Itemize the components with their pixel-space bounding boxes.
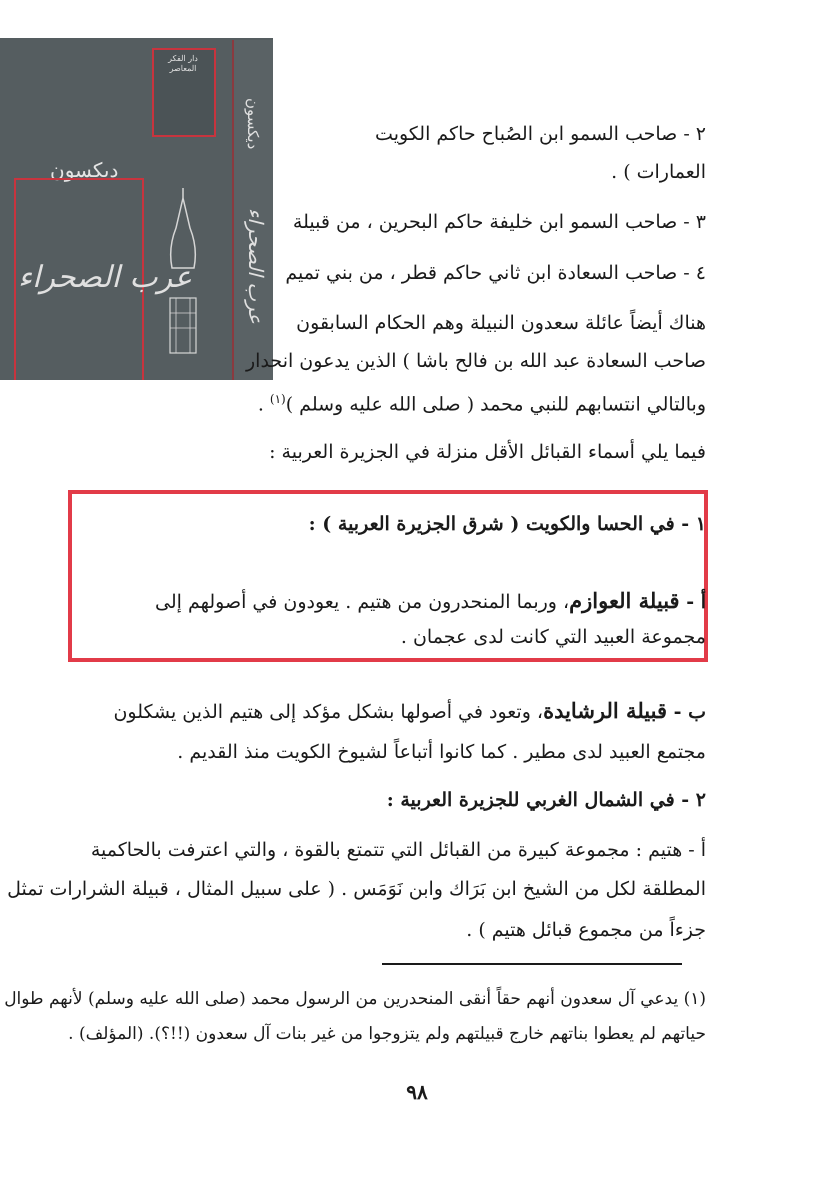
footnote-line-1: (١) يدعي آل سعدون أنهم حقاً أنقى المنحدرين من الرسول محمد (صلى الله عليه وسلم) لأنهم طوال — [4, 989, 706, 1009]
spine-author: ديكسون — [244, 98, 262, 150]
section-2-heading: ٢ - في الشمال الغربي للجزيرة العربية : — [386, 789, 706, 811]
body-line-7-text: وبالتالي انتسابهم للنبي محمد ( صلى الله عليه وسلم ) — [285, 393, 706, 416]
tribe-b-name: قبيلة الرشايدة — [543, 698, 667, 723]
body-line-4: ٤ - صاحب السعادة ابن ثاني حاكم قطر ، من بني تميم — [285, 262, 706, 284]
coffee-pot-icon — [158, 188, 208, 368]
footnote-ref: (١) — [269, 392, 286, 406]
page-number: ٩٨ — [406, 1080, 428, 1104]
body-line-7 — [258, 393, 706, 414]
section-1-heading: ١ - في الحسا والكويت ( شرق الجزيرة العربية ) : — [308, 513, 706, 535]
tribe-a-text: ، وربما المنحدرون من هتيم . يعودون في أصولهم إلى — [155, 591, 570, 613]
footnote-divider — [382, 963, 682, 965]
body-line-5: هناك أيضاً عائلة سعدون النبيلة وهم الحكام السابقون — [296, 312, 706, 334]
body-line-1: ٢ - صاحب السمو ابن الصُباح حاكم الكويت — [375, 123, 706, 145]
book-cover-image — [0, 38, 273, 380]
hutaym-line-1: أ - هتيم : مجموعة كبيرة من القبائل التي تتمتع بالقوة ، والتي اعترفت بالحاكمية — [90, 839, 706, 861]
body-line-7-end: . — [257, 393, 264, 416]
body-line-3: ٣ - صاحب السمو ابن خليفة حاكم البحرين ، من قبيلة — [292, 211, 706, 233]
body-line-8: فيما يلي أسماء القبائل الأقل منزلة في الجزيرة العربية : — [269, 441, 706, 463]
body-line-2: العمارات ) . — [611, 161, 706, 183]
cover-author: ديكسون — [50, 158, 119, 182]
footnote-line-2: حياتهم لم يعطوا بناتهم خارج قبيلتهم ولم يتزوجوا من غير بنات آل سعدون (!!؟). (المؤلف) . — [68, 1024, 706, 1044]
tribe-a-prefix: أ - — [679, 591, 706, 613]
tribe-b-prefix: ب - — [666, 701, 706, 723]
spine-title: عرب الصحراء — [244, 208, 268, 325]
tribe-a-name: قبيلة العوازم — [569, 588, 680, 613]
hutaym-line-3: جزءاً من مجموع قبائل هتيم ) . — [466, 919, 706, 941]
cover-title: عرب الصحراء — [18, 260, 193, 295]
tribe-b-line — [113, 700, 706, 722]
tribe-b-text: ، وتعود في أصولها بشكل مؤكد إلى هتيم الذين يشكلون — [113, 701, 544, 723]
hutaym-line-2: المطلقة لكل من الشيخ ابن بَرَاك وابن نَوَمَس . ( على سبيل المثال ، قبيلة الشرارات تمثل — [7, 878, 706, 900]
tribe-a-line-2: مجموعة العبيد التي كانت لدى عجمان . — [400, 626, 706, 648]
body-line-6: صاحب السعادة عبد الله بن فالح باشا ) الذين يدعون انحدار — [246, 350, 706, 372]
tribe-a-line — [155, 590, 706, 612]
publisher-logo: دار الفكر المعاصر — [168, 54, 198, 74]
tribe-b-line-2: مجتمع العبيد لدى مطير . كما كانوا أتباعاً لشيوخ الكويت منذ القديم . — [177, 741, 706, 763]
